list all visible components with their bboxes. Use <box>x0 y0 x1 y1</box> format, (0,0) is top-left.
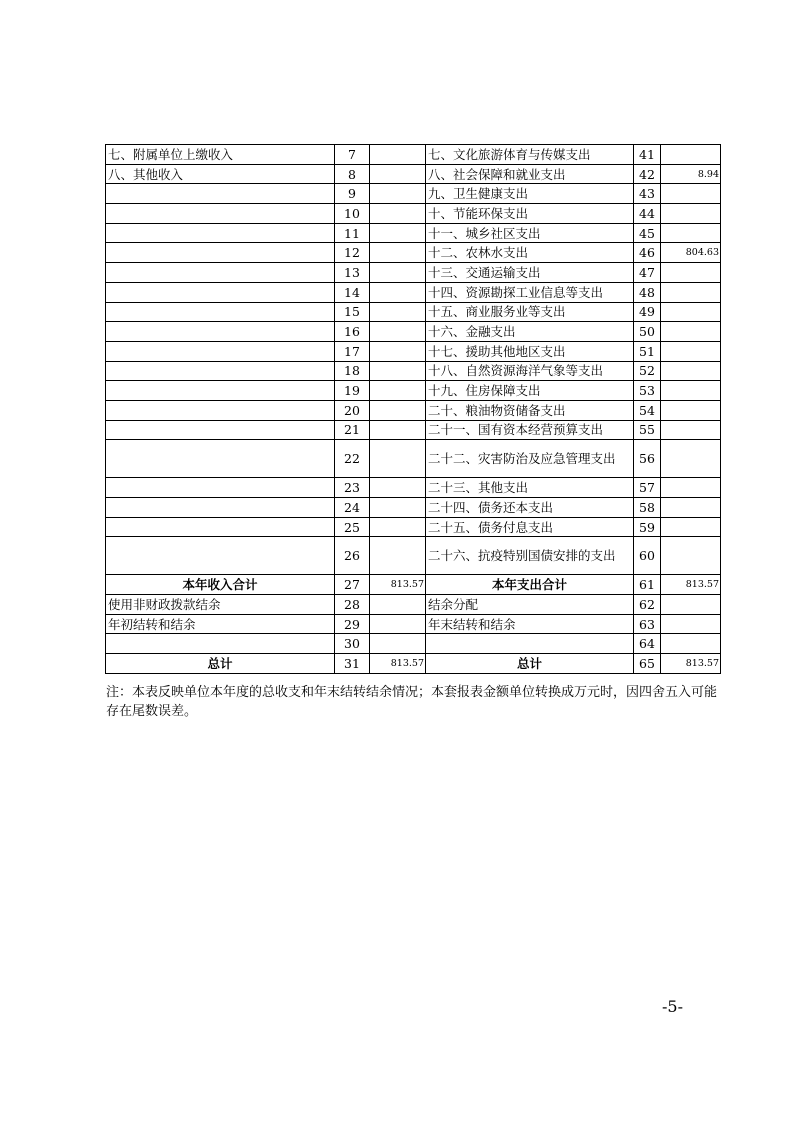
income-line-no-cell: 8 <box>335 164 370 184</box>
expenditure-line-no-cell: 59 <box>634 517 661 537</box>
expenditure-amount-cell <box>661 478 721 498</box>
expenditure-item-cell: 二十六、抗疫特别国债安排的支出 <box>426 537 634 575</box>
expenditure-line-no-cell: 54 <box>634 400 661 420</box>
income-line-no-cell: 20 <box>335 400 370 420</box>
expenditure-amount-cell <box>661 361 721 381</box>
expenditure-item-cell: 总计 <box>426 654 634 674</box>
expenditure-item-cell: 结余分配 <box>426 595 634 615</box>
income-item-cell <box>106 263 335 283</box>
expenditure-amount-cell <box>661 498 721 518</box>
page-number: -5- <box>662 997 683 1016</box>
income-line-no-cell: 21 <box>335 420 370 440</box>
income-line-no-cell: 11 <box>335 223 370 243</box>
income-amount-cell <box>370 498 426 518</box>
expenditure-item-cell: 二十三、其他支出 <box>426 478 634 498</box>
income-amount-cell <box>370 517 426 537</box>
income-line-no-cell: 12 <box>335 243 370 263</box>
expenditure-amount-cell <box>661 302 721 322</box>
expenditure-item-cell: 二十二、灾害防治及应急管理支出 <box>426 440 634 478</box>
income-amount-cell <box>370 537 426 575</box>
expenditure-line-no-cell: 51 <box>634 341 661 361</box>
expenditure-line-no-cell: 43 <box>634 184 661 204</box>
table-row <box>106 145 721 165</box>
expenditure-line-no-cell: 65 <box>634 654 661 674</box>
expenditure-amount-cell <box>661 204 721 224</box>
expenditure-amount-cell <box>661 145 721 165</box>
income-expenditure-table <box>105 144 721 674</box>
income-amount-cell <box>370 263 426 283</box>
income-amount-cell <box>370 634 426 654</box>
expenditure-item-cell: 八、社会保障和就业支出 <box>426 164 634 184</box>
expenditure-line-no-cell: 49 <box>634 302 661 322</box>
table-note: 注：本表反映单位本年度的总收支和年末结转结余情况；本套报表金额单位转换成万元时，因四舍五入可能存在尾数误差。 <box>106 685 718 719</box>
table-row <box>106 634 721 654</box>
income-amount-cell <box>370 243 426 263</box>
table-row <box>106 537 721 575</box>
income-line-no-cell: 23 <box>335 478 370 498</box>
expenditure-line-no-cell: 62 <box>634 595 661 615</box>
expenditure-amount-cell <box>661 341 721 361</box>
income-amount-cell <box>370 361 426 381</box>
income-item-cell <box>106 400 335 420</box>
income-item-cell: 总计 <box>106 654 335 674</box>
income-amount-cell <box>370 341 426 361</box>
income-line-no-cell: 29 <box>335 614 370 634</box>
expenditure-line-no-cell: 42 <box>634 164 661 184</box>
table-row <box>106 400 721 420</box>
expenditure-item-cell: 二十五、债务付息支出 <box>426 517 634 537</box>
expenditure-item-cell: 十七、援助其他地区支出 <box>426 341 634 361</box>
expenditure-line-no-cell: 44 <box>634 204 661 224</box>
table-row <box>106 164 721 184</box>
income-item-cell <box>106 440 335 478</box>
expenditure-item-cell: 十九、住房保障支出 <box>426 381 634 401</box>
income-line-no-cell: 24 <box>335 498 370 518</box>
income-line-no-cell: 16 <box>335 322 370 342</box>
expenditure-amount-cell <box>661 184 721 204</box>
income-item-cell <box>106 361 335 381</box>
income-amount-cell <box>370 322 426 342</box>
income-amount-cell: 813.57 <box>370 575 426 595</box>
income-amount-cell <box>370 145 426 165</box>
expenditure-line-no-cell: 46 <box>634 243 661 263</box>
expenditure-item-cell: 本年支出合计 <box>426 575 634 595</box>
income-line-no-cell: 31 <box>335 654 370 674</box>
expenditure-item-cell: 二十、粮油物资储备支出 <box>426 400 634 420</box>
expenditure-amount-cell <box>661 381 721 401</box>
table-row <box>106 595 721 615</box>
income-item-cell <box>106 381 335 401</box>
income-line-no-cell: 26 <box>335 537 370 575</box>
expenditure-item-cell: 二十一、国有资本经营预算支出 <box>426 420 634 440</box>
expenditure-line-no-cell: 56 <box>634 440 661 478</box>
income-amount-cell <box>370 164 426 184</box>
table-row <box>106 341 721 361</box>
income-line-no-cell: 22 <box>335 440 370 478</box>
income-item-cell: 本年收入合计 <box>106 575 335 595</box>
income-line-no-cell: 15 <box>335 302 370 322</box>
income-item-cell <box>106 498 335 518</box>
income-amount-cell <box>370 184 426 204</box>
table-row <box>106 517 721 537</box>
table-row <box>106 498 721 518</box>
table-row <box>106 654 721 674</box>
table-row <box>106 614 721 634</box>
income-amount-cell <box>370 440 426 478</box>
income-line-no-cell: 13 <box>335 263 370 283</box>
income-amount-cell <box>370 478 426 498</box>
income-item-cell: 七、附属单位上缴收入 <box>106 145 335 165</box>
expenditure-line-no-cell: 64 <box>634 634 661 654</box>
income-item-cell: 八、其他收入 <box>106 164 335 184</box>
expenditure-item-cell <box>426 634 634 654</box>
expenditure-line-no-cell: 47 <box>634 263 661 283</box>
expenditure-line-no-cell: 63 <box>634 614 661 634</box>
expenditure-item-cell: 十六、金融支出 <box>426 322 634 342</box>
expenditure-item-cell: 十二、农林水支出 <box>426 243 634 263</box>
income-item-cell <box>106 204 335 224</box>
expenditure-line-no-cell: 60 <box>634 537 661 575</box>
income-amount-cell <box>370 614 426 634</box>
table-row <box>106 302 721 322</box>
expenditure-item-cell: 十八、自然资源海洋气象等支出 <box>426 361 634 381</box>
expenditure-line-no-cell: 50 <box>634 322 661 342</box>
expenditure-line-no-cell: 58 <box>634 498 661 518</box>
income-line-no-cell: 17 <box>335 341 370 361</box>
income-amount-cell <box>370 420 426 440</box>
income-line-no-cell: 10 <box>335 204 370 224</box>
income-line-no-cell: 30 <box>335 634 370 654</box>
expenditure-line-no-cell: 52 <box>634 361 661 381</box>
expenditure-item-cell: 十一、城乡社区支出 <box>426 223 634 243</box>
table-row <box>106 322 721 342</box>
expenditure-amount-cell: 813.57 <box>661 575 721 595</box>
table-row <box>106 184 721 204</box>
expenditure-line-no-cell: 57 <box>634 478 661 498</box>
expenditure-item-cell: 十五、商业服务业等支出 <box>426 302 634 322</box>
table-row <box>106 575 721 595</box>
income-item-cell <box>106 184 335 204</box>
expenditure-amount-cell: 804.63 <box>661 243 721 263</box>
expenditure-amount-cell <box>661 282 721 302</box>
income-line-no-cell: 14 <box>335 282 370 302</box>
expenditure-amount-cell <box>661 420 721 440</box>
income-line-no-cell: 28 <box>335 595 370 615</box>
expenditure-amount-cell <box>661 634 721 654</box>
income-item-cell: 年初结转和结余 <box>106 614 335 634</box>
expenditure-item-cell: 年末结转和结余 <box>426 614 634 634</box>
expenditure-amount-cell <box>661 322 721 342</box>
income-item-cell <box>106 341 335 361</box>
expenditure-line-no-cell: 41 <box>634 145 661 165</box>
expenditure-line-no-cell: 61 <box>634 575 661 595</box>
income-item-cell <box>106 322 335 342</box>
income-amount-cell <box>370 381 426 401</box>
income-item-cell <box>106 420 335 440</box>
table-row <box>106 381 721 401</box>
expenditure-amount-cell <box>661 614 721 634</box>
expenditure-amount-cell <box>661 263 721 283</box>
table-row <box>106 440 721 478</box>
expenditure-line-no-cell: 55 <box>634 420 661 440</box>
income-item-cell: 使用非财政拨款结余 <box>106 595 335 615</box>
income-amount-cell <box>370 400 426 420</box>
income-line-no-cell: 19 <box>335 381 370 401</box>
income-line-no-cell: 18 <box>335 361 370 381</box>
table-row <box>106 282 721 302</box>
income-item-cell <box>106 302 335 322</box>
expenditure-amount-cell <box>661 537 721 575</box>
expenditure-amount-cell <box>661 440 721 478</box>
expenditure-item-cell: 七、文化旅游体育与传媒支出 <box>426 145 634 165</box>
income-item-cell <box>106 517 335 537</box>
table-row <box>106 263 721 283</box>
expenditure-item-cell: 十、节能环保支出 <box>426 204 634 224</box>
income-amount-cell <box>370 302 426 322</box>
expenditure-item-cell: 九、卫生健康支出 <box>426 184 634 204</box>
income-line-no-cell: 7 <box>335 145 370 165</box>
expenditure-amount-cell <box>661 595 721 615</box>
expenditure-amount-cell <box>661 223 721 243</box>
table-body <box>106 145 721 674</box>
expenditure-line-no-cell: 48 <box>634 282 661 302</box>
table-row <box>106 204 721 224</box>
expenditure-amount-cell: 813.57 <box>661 654 721 674</box>
income-item-cell <box>106 223 335 243</box>
expenditure-item-cell: 十四、资源勘探工业信息等支出 <box>426 282 634 302</box>
table-row <box>106 223 721 243</box>
income-item-cell <box>106 478 335 498</box>
table-row <box>106 478 721 498</box>
expenditure-amount-cell <box>661 517 721 537</box>
expenditure-item-cell: 十三、交通运输支出 <box>426 263 634 283</box>
table-row <box>106 361 721 381</box>
income-amount-cell: 813.57 <box>370 654 426 674</box>
income-amount-cell <box>370 282 426 302</box>
income-amount-cell <box>370 204 426 224</box>
expenditure-line-no-cell: 53 <box>634 381 661 401</box>
expenditure-line-no-cell: 45 <box>634 223 661 243</box>
expenditure-amount-cell <box>661 400 721 420</box>
expenditure-amount-cell: 8.94 <box>661 164 721 184</box>
income-item-cell <box>106 634 335 654</box>
table-row <box>106 243 721 263</box>
income-amount-cell <box>370 223 426 243</box>
expenditure-item-cell: 二十四、债务还本支出 <box>426 498 634 518</box>
income-line-no-cell: 25 <box>335 517 370 537</box>
income-amount-cell <box>370 595 426 615</box>
table-row <box>106 420 721 440</box>
income-item-cell <box>106 537 335 575</box>
income-item-cell <box>106 282 335 302</box>
income-line-no-cell: 9 <box>335 184 370 204</box>
income-item-cell <box>106 243 335 263</box>
income-line-no-cell: 27 <box>335 575 370 595</box>
